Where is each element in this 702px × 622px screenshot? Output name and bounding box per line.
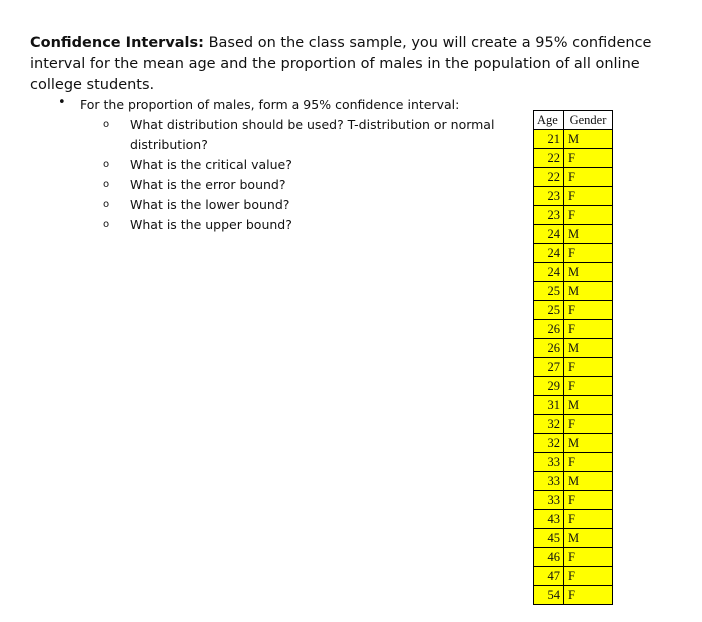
age-cell: 32 — [534, 415, 564, 434]
gender-cell: M — [564, 225, 613, 244]
question-distribution: What distribution should be used? T-distribution or normal distribution? — [130, 117, 495, 152]
question-lower-bound: What is the lower bound? — [130, 197, 290, 212]
table-row — [534, 206, 613, 225]
table-row — [534, 396, 613, 415]
table-row — [534, 168, 613, 187]
gender-cell: F — [564, 377, 613, 396]
age-cell: 24 — [534, 263, 564, 282]
age-cell: 24 — [534, 225, 564, 244]
table-row — [534, 282, 613, 301]
age-column-header: Age — [534, 111, 564, 130]
sub-bullet-icon: o — [103, 219, 110, 230]
age-cell: 47 — [534, 567, 564, 586]
gender-cell: F — [564, 548, 613, 567]
gender-column-header: Gender — [564, 111, 613, 130]
age-cell: 33 — [534, 491, 564, 510]
table-row — [534, 130, 613, 149]
table-row — [534, 377, 613, 396]
table-row — [534, 339, 613, 358]
table-row — [534, 567, 613, 586]
intro-heading: Confidence Intervals: — [30, 35, 204, 51]
age-cell: 33 — [534, 472, 564, 491]
sub-bullet-icon: o — [103, 199, 110, 210]
table-row — [534, 453, 613, 472]
age-cell: 22 — [534, 168, 564, 187]
gender-cell: F — [564, 510, 613, 529]
bullet-text: For the proportion of males, form a 95% confidence interval: — [80, 97, 460, 112]
age-cell: 46 — [534, 548, 564, 567]
question-upper-bound: What is the upper bound? — [130, 217, 292, 232]
gender-cell: M — [564, 130, 613, 149]
gender-cell: F — [564, 206, 613, 225]
table-row — [534, 358, 613, 377]
sub-bullet-icon: o — [103, 159, 110, 170]
age-gender-table — [533, 110, 613, 605]
age-cell: 29 — [534, 377, 564, 396]
age-cell: 31 — [534, 396, 564, 415]
sub-bullet-icon: o — [103, 179, 110, 190]
gender-cell: M — [564, 472, 613, 491]
table-row — [534, 510, 613, 529]
gender-cell: M — [564, 529, 613, 548]
table-header-row — [534, 111, 613, 130]
age-cell: 25 — [534, 301, 564, 320]
table-row — [534, 225, 613, 244]
table-row — [534, 529, 613, 548]
gender-cell: F — [564, 453, 613, 472]
age-cell: 23 — [534, 206, 564, 225]
gender-cell: M — [564, 339, 613, 358]
table-row — [534, 548, 613, 567]
age-cell: 22 — [534, 149, 564, 168]
age-cell: 33 — [534, 453, 564, 472]
gender-cell: F — [564, 187, 613, 206]
table-row — [534, 586, 613, 605]
table-row — [534, 415, 613, 434]
question-error-bound: What is the error bound? — [130, 177, 286, 192]
gender-cell: F — [564, 320, 613, 339]
gender-cell: F — [564, 415, 613, 434]
gender-cell: F — [564, 586, 613, 605]
gender-cell: F — [564, 358, 613, 377]
table-row — [534, 491, 613, 510]
table-row — [534, 244, 613, 263]
table-row — [534, 472, 613, 491]
table-row — [534, 149, 613, 168]
table-row — [534, 434, 613, 453]
gender-cell: F — [564, 168, 613, 187]
table-row — [534, 263, 613, 282]
intro-paragraph — [30, 33, 680, 96]
gender-cell: F — [564, 149, 613, 168]
age-cell: 24 — [534, 244, 564, 263]
age-cell: 23 — [534, 187, 564, 206]
question-critical-value: What is the critical value? — [130, 157, 292, 172]
age-cell: 26 — [534, 339, 564, 358]
gender-cell: M — [564, 434, 613, 453]
sub-bullet-icon: o — [103, 119, 110, 130]
gender-cell: F — [564, 567, 613, 586]
gender-cell: F — [564, 491, 613, 510]
table-row — [534, 301, 613, 320]
table-row — [534, 187, 613, 206]
age-cell: 25 — [534, 282, 564, 301]
bullet-icon: • — [58, 95, 66, 110]
age-cell: 32 — [534, 434, 564, 453]
intro-text: Based on the class sample, you will create a 95% confidence interval for the mean age and the proportion of males in the population of all online college students. — [30, 35, 652, 93]
gender-cell: F — [564, 301, 613, 320]
gender-cell: M — [564, 282, 613, 301]
age-cell: 54 — [534, 586, 564, 605]
age-cell: 27 — [534, 358, 564, 377]
age-cell: 26 — [534, 320, 564, 339]
age-cell: 45 — [534, 529, 564, 548]
gender-cell: M — [564, 263, 613, 282]
table-row — [534, 320, 613, 339]
gender-cell: M — [564, 396, 613, 415]
gender-cell: F — [564, 244, 613, 263]
age-cell: 43 — [534, 510, 564, 529]
age-cell: 21 — [534, 130, 564, 149]
